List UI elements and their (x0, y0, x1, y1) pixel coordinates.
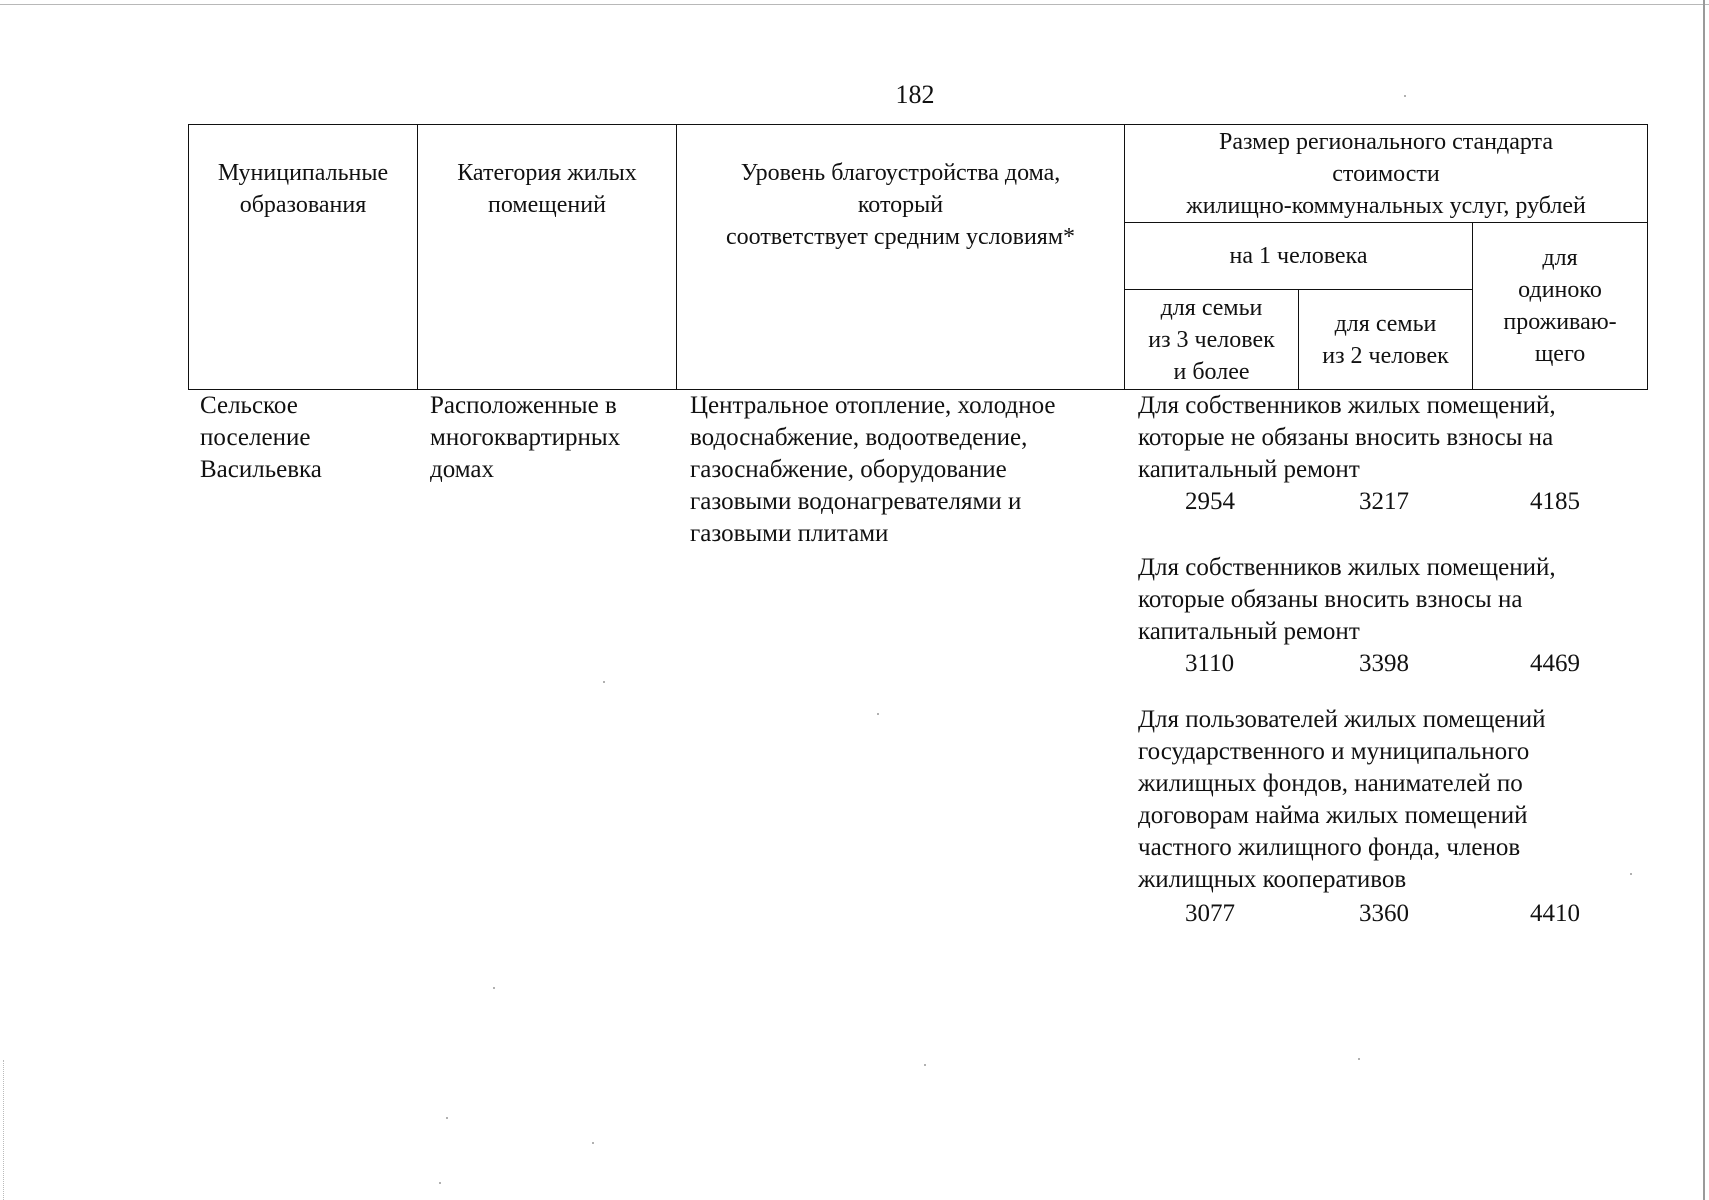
header-standard (1125, 125, 1648, 223)
header-single-line: проживаю- (1503, 309, 1617, 335)
group-owners-obliged-label (1138, 552, 1556, 648)
header-family3 (1125, 290, 1299, 390)
group-label-line: жилищных фондов, нанимателей по (1138, 770, 1523, 797)
table-header (188, 124, 1648, 390)
header-level (677, 125, 1125, 390)
scan-speck (439, 1182, 441, 1184)
header-standard-line: жилищно-коммунальных услуг, рублей (1186, 192, 1586, 219)
row-municipality-line: поселение (200, 424, 311, 451)
scan-speck (1358, 1058, 1360, 1060)
group-label-line: частного жилищного фонда, членов (1138, 834, 1521, 861)
header-single-line: одиноко (1518, 277, 1602, 303)
value-single: 4185 (1530, 488, 1580, 515)
scan-speck (924, 1064, 926, 1066)
group-label-line: Для собственников жилых помещений, (1138, 392, 1556, 419)
scan-edge-top (0, 4, 1709, 5)
header-single-line: щего (1534, 341, 1586, 367)
group-label-line: которые не обязаны вносить взносы на (1138, 424, 1554, 451)
group-label-line: государственного и муниципального (1138, 738, 1530, 765)
group-label-line: капитальный ремонт (1138, 618, 1360, 645)
header-family3-line: из 3 человек (1148, 326, 1275, 353)
header-family3-line: для семьи (1160, 294, 1263, 321)
row-category (430, 390, 620, 486)
row-category-line: Расположенные в (430, 392, 617, 419)
value-family3: 3110 (1185, 650, 1235, 677)
scan-speck (603, 681, 605, 683)
header-level-line: соответствует средним условиям* (725, 224, 1076, 250)
scan-edge-left (3, 1060, 4, 1200)
page-number: 182 (895, 80, 935, 109)
row-category-line: домах (430, 456, 494, 483)
row-level-line: газовыми водонагревателями и (690, 488, 1022, 515)
value-single: 4410 (1530, 900, 1580, 927)
value-family2: 3398 (1359, 650, 1409, 677)
row-level-line: водоснабжение, водоотведение, (690, 424, 1028, 451)
group-label-line: Для собственников жилых помещений, (1138, 554, 1556, 581)
group-label-line: которые обязаны вносить взносы на (1138, 586, 1523, 613)
row-category-line: многоквартирных (430, 424, 621, 451)
header-standard-line: Размер регионального стандарта (1219, 128, 1553, 155)
header-family2-line: из 2 человек (1322, 342, 1449, 369)
scan-speck (592, 1142, 594, 1144)
row-municipality-line: Васильевка (200, 456, 322, 483)
scan-speck (446, 1117, 448, 1119)
value-family3: 3077 (1185, 900, 1235, 927)
header-municipality: Муниципальные образования (189, 125, 418, 390)
scan-edge-right (1703, 0, 1705, 1200)
value-family2: 3360 (1359, 900, 1409, 927)
header-per-person: на 1 человека (1125, 223, 1473, 290)
row-municipality-line: Сельское (200, 392, 298, 419)
group-label-line: капитальный ремонт (1138, 456, 1360, 483)
header-family3-line: и более (1173, 358, 1250, 385)
header-family2-line: для семьи (1334, 310, 1437, 337)
group-tenants-label (1138, 704, 1546, 896)
row-level-line: газовыми плитами (690, 520, 889, 547)
value-family3: 2954 (1185, 488, 1235, 515)
header-category: Категория жилых помещений (418, 125, 677, 390)
header-level-line: Уровень благоустройства дома, (740, 160, 1061, 186)
header-family2 (1299, 290, 1473, 390)
row-municipality (200, 390, 322, 486)
header-single (1473, 223, 1648, 390)
header-standard-line: стоимости (1332, 160, 1440, 187)
value-family2: 3217 (1359, 488, 1409, 515)
scan-speck (1630, 873, 1632, 875)
header-level-line: который (857, 192, 944, 218)
group-label-line: жилищных кооперативов (1138, 866, 1407, 893)
header-single-line: для (1542, 245, 1578, 271)
group-label-line: Для пользователей жилых помещений (1138, 706, 1546, 733)
row-level-line: газоснабжение, оборудование (690, 456, 1007, 483)
scan-speck (493, 987, 495, 989)
group-owners-exempt-label (1138, 390, 1556, 486)
row-level (690, 390, 1056, 550)
row-level-line: Центральное отопление, холодное (690, 392, 1056, 419)
value-single: 4469 (1530, 650, 1580, 677)
scan-speck (877, 713, 879, 715)
group-label-line: договорам найма жилых помещений (1138, 802, 1528, 829)
